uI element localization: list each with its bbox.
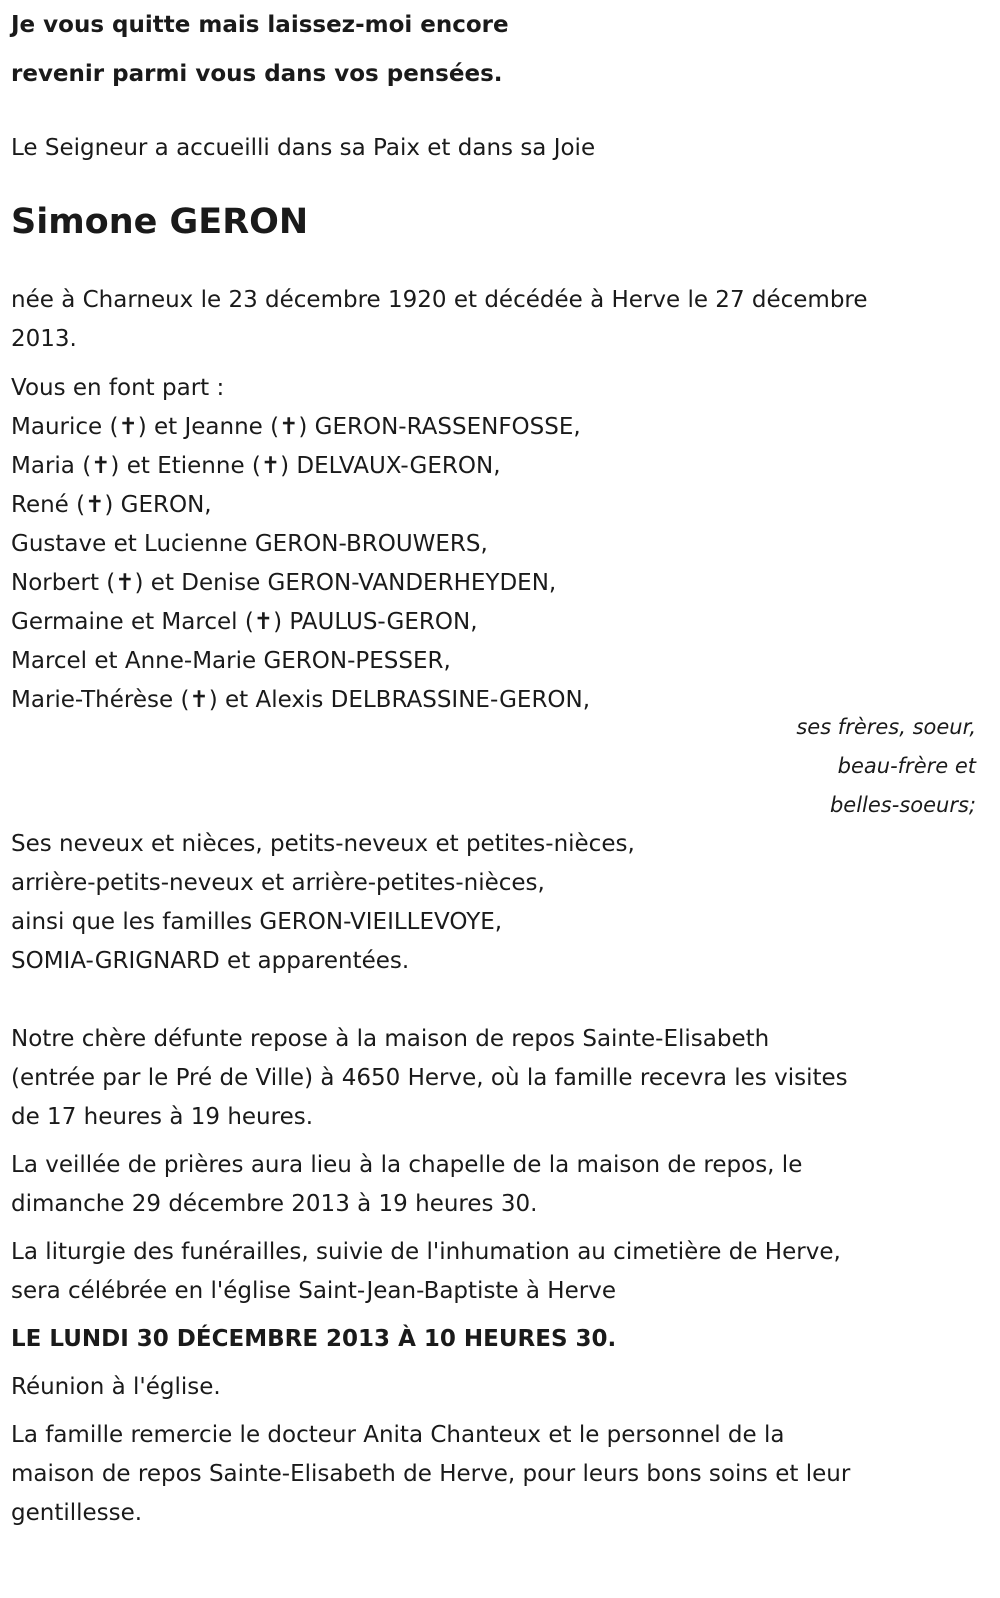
thanks-line: gentillesse. — [11, 1500, 143, 1526]
visits-line: (entrée par le Pré de Ville) à 4650 Herve, où la famille recevra les visites — [11, 1065, 848, 1091]
obituary-notice — [11, 0, 976, 1533]
visits-info — [11, 1020, 976, 1137]
thanks-line: La famille remercie le docteur Anita Chanteux et le personnel de la — [11, 1422, 785, 1448]
ceremony-date: LE LUNDI 30 DÉCEMBRE 2013 À 10 HEURES 30. — [11, 1326, 617, 1352]
relation-note — [11, 708, 976, 825]
liturgy-line: La liturgie des funérailles, suivie de l'inhumation au cimetière de Herve, — [11, 1239, 841, 1265]
family-list — [11, 408, 976, 720]
extended-family-line: arrière-petits-neveux et arrière-petites-nièces, — [11, 870, 545, 896]
epigraph-line: revenir parmi vous dans vos pensées. — [11, 61, 503, 87]
liturgy-line: sera célébrée en l'église Saint-Jean-Baptiste à Herve — [11, 1278, 616, 1304]
relation-line: ses frères, soeur, — [796, 715, 976, 739]
family-member: René (✝) GERON, — [11, 492, 212, 518]
family-member: Marie-Thérèse (✝) et Alexis DELBRASSINE-GERON, — [11, 687, 591, 713]
extended-family-line: ainsi que les familles GERON-VIEILLEVOYE, — [11, 909, 503, 935]
birth-death-line: née à Charneux le 23 décembre 1920 et décédée à Herve le 27 décembre — [11, 287, 868, 313]
extended-family — [11, 825, 976, 981]
family-member: Gustave et Lucienne GERON-BROUWERS, — [11, 531, 488, 557]
epigraph — [11, 0, 976, 99]
vigil-line: dimanche 29 décembre 2013 à 19 heures 30. — [11, 1191, 538, 1217]
relation-line: belles-soeurs; — [829, 793, 976, 817]
meeting-info: Réunion à l'église. — [11, 1374, 221, 1400]
vigil-line: La veillée de prières aura lieu à la chapelle de la maison de repos, le — [11, 1152, 803, 1178]
relation-line: beau-frère et — [837, 754, 976, 778]
family-member: Norbert (✝) et Denise GERON-VANDERHEYDEN, — [11, 570, 557, 596]
family-member: Germaine et Marcel (✝) PAULUS-GERON, — [11, 609, 478, 635]
extended-family-line: SOMIA-GRIGNARD et apparentées. — [11, 948, 410, 974]
family-member: Maria (✝) et Etienne (✝) DELVAUX-GERON, — [11, 453, 501, 479]
thanks-info — [11, 1416, 976, 1533]
intro-text: Le Seigneur a accueilli dans sa Paix et dans sa Joie — [11, 135, 596, 161]
announcement-intro: Vous en font part : — [11, 375, 225, 401]
birth-death-line: 2013. — [11, 326, 77, 352]
family-member: Maurice (✝) et Jeanne (✝) GERON-RASSENFOSSE, — [11, 414, 581, 440]
thanks-line: maison de repos Sainte-Elisabeth de Herve, pour leurs bons soins et leur — [11, 1461, 851, 1487]
birth-death-text — [11, 281, 976, 359]
liturgy-info — [11, 1233, 976, 1311]
visits-line: Notre chère défunte repose à la maison de repos Sainte-Elisabeth — [11, 1026, 770, 1052]
family-member: Marcel et Anne-Marie GERON-PESSER, — [11, 648, 451, 674]
deceased-name: Simone GERON — [11, 202, 309, 242]
visits-line: de 17 heures à 19 heures. — [11, 1104, 314, 1130]
extended-family-line: Ses neveux et nièces, petits-neveux et petites-nièces, — [11, 831, 635, 857]
vigil-info — [11, 1146, 976, 1224]
epigraph-line: Je vous quitte mais laissez-moi encore — [11, 12, 509, 38]
